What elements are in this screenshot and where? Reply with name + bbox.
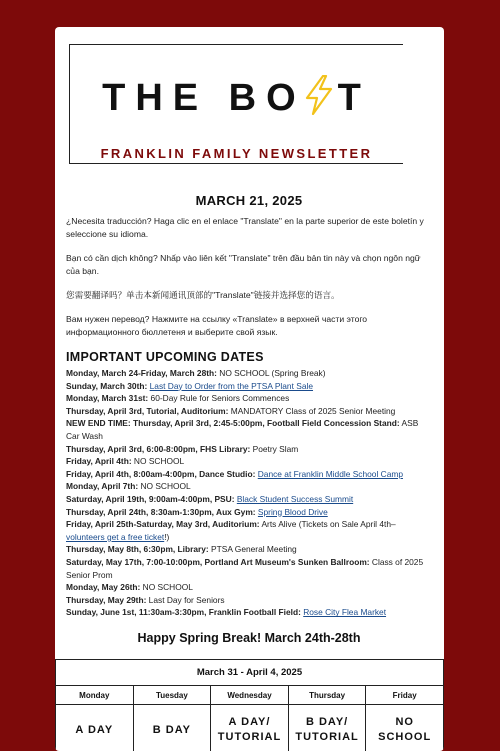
translation-note-vietnamese: Bạn có cần dịch không? Nhấp vào liên kết "Translate" trên đầu bản tin này và chọn ngôn ngữ của bạn. xyxy=(66,253,421,276)
event-text: Last Day for Seniors xyxy=(146,594,225,605)
event-text: Class of 2025 Senior Prom xyxy=(66,556,424,580)
brand-title-right: T xyxy=(337,77,371,119)
event-item xyxy=(66,493,432,506)
event-item xyxy=(66,380,432,393)
event-date: Monday, April 7th: xyxy=(66,481,139,492)
event-item xyxy=(66,581,432,594)
event-item xyxy=(66,405,432,418)
schedule-days-row xyxy=(56,686,444,705)
schedule-week: March 31 - April 4, 2025 xyxy=(56,660,444,686)
schedule-value-thursday: B DAY/ TUTORIAL xyxy=(288,705,366,751)
schedule-value-friday: NO SCHOOL xyxy=(366,705,444,751)
event-date: Friday, April 25th-Saturday, May 3rd, Auditorium: xyxy=(66,519,260,530)
event-text: 60-Day Rule for Seniors Commences xyxy=(148,393,290,404)
event-item xyxy=(66,606,432,619)
event-text: Poetry Slam xyxy=(250,443,299,454)
event-link[interactable]: Black Student Success Summit xyxy=(236,493,354,504)
schedule-day-monday: Monday xyxy=(56,686,134,705)
dates-heading: IMPORTANT UPCOMING DATES xyxy=(66,350,264,364)
event-date: Monday, March 31st: xyxy=(66,393,149,404)
schedule-day-wednesday: Wednesday xyxy=(211,686,289,705)
event-text: NO SCHOOL xyxy=(131,456,185,467)
event-date: Thursday, April 3rd, 6:00-8:00pm, FHS Library: xyxy=(66,443,251,454)
event-text: PTSA General Meeting xyxy=(208,544,297,555)
event-list xyxy=(66,367,432,619)
brand-title xyxy=(70,75,403,117)
event-item xyxy=(66,392,432,405)
translation-note-chinese: 您需要翻译吗？单击本新闻通讯顶部的"Translate"链接并选择您的语言。 xyxy=(66,290,340,300)
masthead xyxy=(69,44,403,164)
event-item xyxy=(66,417,432,442)
event-item xyxy=(66,367,432,380)
schedule-value-monday: A DAY xyxy=(56,705,134,751)
event-item xyxy=(66,518,432,543)
newsletter-card xyxy=(55,27,444,751)
event-item xyxy=(66,594,432,607)
event-text: NO SCHOOL (Spring Break) xyxy=(216,368,326,378)
event-date: Friday, April 4th, 8:00am-4:00pm, Dance Studio: xyxy=(66,468,256,479)
event-date: Saturday, April 19th, 9:00am-4:00pm, PSU: xyxy=(66,493,235,504)
event-date: Thursday, May 8th, 6:30pm, Library: xyxy=(66,544,209,555)
event-date: Sunday, June 1st, 11:30am-3:30pm, Franklin Football Field: xyxy=(66,607,301,618)
event-link[interactable]: Dance at Franklin Middle School Camp xyxy=(257,468,403,479)
event-link[interactable]: Spring Blood Drive xyxy=(257,506,328,517)
event-item xyxy=(66,468,432,481)
event-date: Monday, March 24-Friday, March 28th: xyxy=(66,368,217,378)
event-item xyxy=(66,556,432,581)
issue-date: MARCH 21, 2025 xyxy=(195,193,303,208)
schedule-day-tuesday: Tuesday xyxy=(133,686,211,705)
event-text-after: !) xyxy=(164,531,170,542)
lightning-bolt-icon xyxy=(304,75,334,115)
event-date: Friday, April 4th: xyxy=(66,456,132,467)
event-item xyxy=(66,543,432,556)
event-date: Thursday, April 24th, 8:30am-1:30pm, Aux Gym: xyxy=(66,506,256,517)
newsletter-content xyxy=(66,193,432,645)
event-link[interactable]: Last Day to Order from the PTSA Plant Sale xyxy=(149,380,314,391)
schedule-values-row xyxy=(56,705,444,751)
event-link[interactable]: volunteers get a free ticket xyxy=(66,531,165,542)
translation-note-spanish: ¿Necesita traducción? Haga clic en el enlace "Translate" en la parte superior de este boletín y seleccione su idioma. xyxy=(66,216,424,239)
schedule-value-wednesday: A DAY/ TUTORIAL xyxy=(211,705,289,751)
event-date: Monday, May 26th: xyxy=(66,582,141,593)
event-date: Thursday, May 29th: xyxy=(66,594,147,605)
event-date: Saturday, May 17th, 7:00-10:00pm, Portland Art Museum's Sunken Ballroom: xyxy=(66,556,370,567)
event-text: ASB Car Wash xyxy=(66,418,419,441)
event-text: NO SCHOOL xyxy=(138,481,191,492)
brand-title-left: THE BO xyxy=(102,77,306,119)
event-date: Thursday, April 3rd, Tutorial, Auditorium: xyxy=(66,405,229,416)
schedule-table xyxy=(55,659,444,751)
event-text: NO SCHOOL xyxy=(140,582,193,593)
event-text: MANDATORY Class of 2025 Senior Meeting xyxy=(228,405,396,416)
schedule-day-friday: Friday xyxy=(366,686,444,705)
event-link[interactable]: Rose City Flea Market xyxy=(303,607,387,618)
event-date: NEW END TIME: Thursday, April 3rd, 2:45-5:00pm, Football Field Concession Stand: xyxy=(66,418,400,429)
translation-note-russian: Вам нужен перевод? Нажмите на ссылку «Translate» в верхней части этого информационного бюллетеня и выберите свой язык. xyxy=(66,314,368,337)
event-item xyxy=(66,506,432,519)
event-date: Sunday, March 30th: xyxy=(66,380,148,391)
event-item xyxy=(66,480,432,493)
newsletter-subtitle: FRANKLIN FAMILY NEWSLETTER xyxy=(100,146,373,161)
schedule-value-tuesday: B DAY xyxy=(133,705,211,751)
schedule-day-thursday: Thursday xyxy=(288,686,366,705)
event-item xyxy=(66,455,432,468)
event-text: Arts Alive (Tickets on Sale April 4th– xyxy=(259,519,396,530)
spring-break-heading: Happy Spring Break! March 24th-28th xyxy=(137,630,361,645)
event-item xyxy=(66,443,432,456)
